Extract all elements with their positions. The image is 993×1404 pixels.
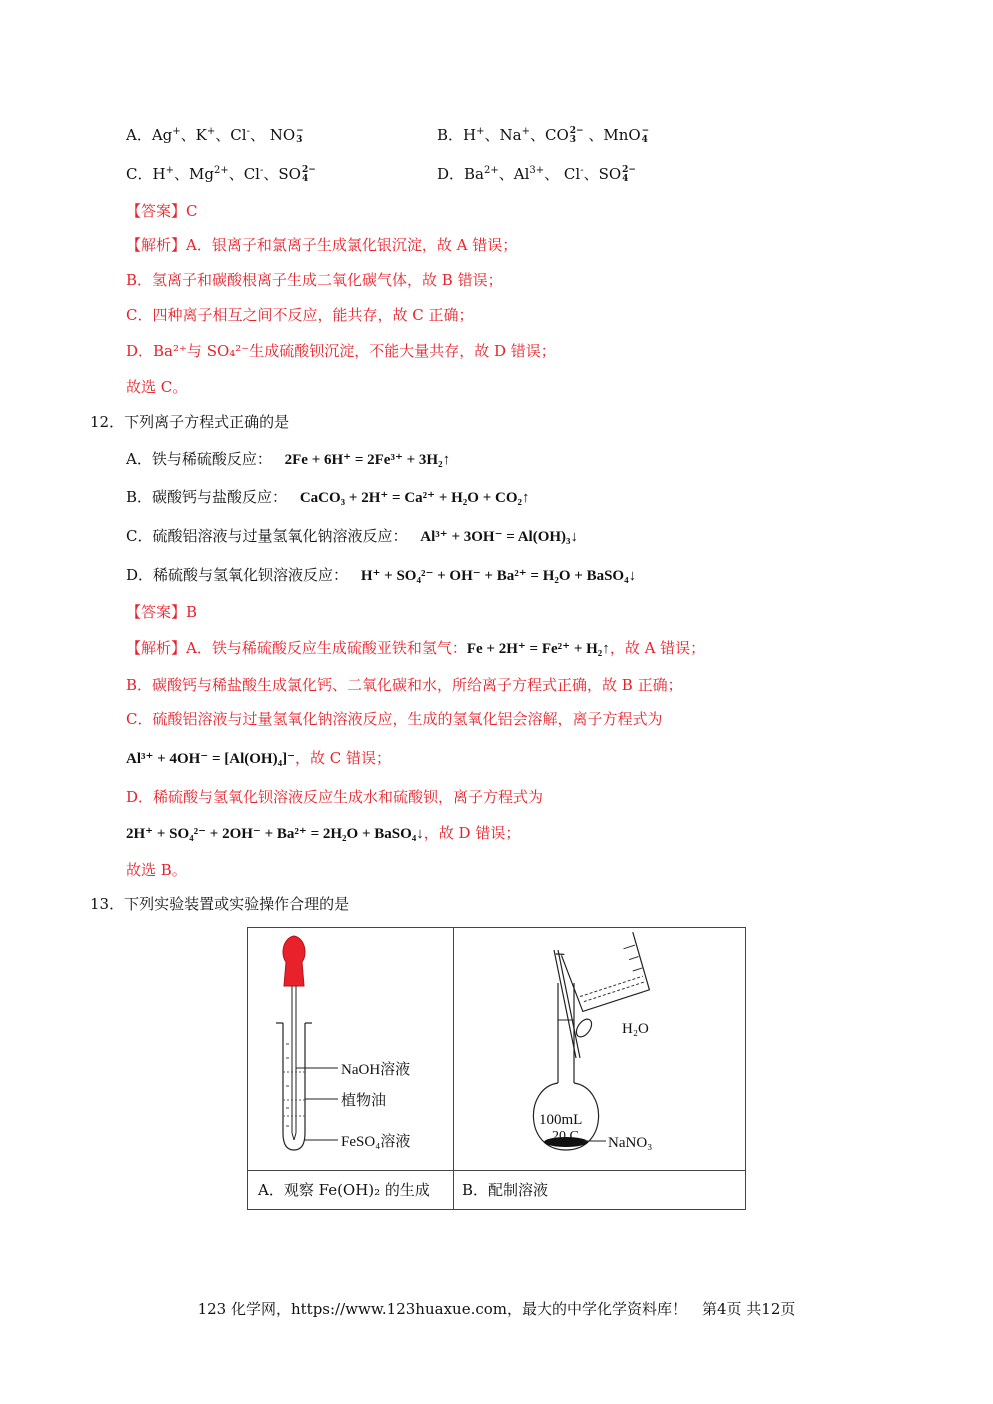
caption-b-cell [454,1171,746,1210]
label-nano3: NaNO₃ [608,1135,653,1151]
caption-a: A．观察 Fe(OH)₂ 的生成 [258,1181,430,1199]
q11-option-a: A．Ag+、K+、Cl-、 NO − 3 [126,126,304,145]
experiment-table [247,927,746,1210]
q11-analysis-b: B．氢离子和碳酸根离子生成二氧化碳气体，故 B 错误； [126,271,503,289]
equation: 2Fe + 6H⁺ = 2Fe³⁺ + 3H₂↑ [284,452,451,468]
q12-option-c: C．硫酸铝溶液与过量氢氧化钠溶液反应： Al³⁺ + 3OH⁻ = Al(OH)₃↓ [126,527,579,545]
q12-analysis-c: C．硫酸铝溶液与过量氢氧化钠溶液反应，生成的氢氧化铝会溶解，离子方程式为 [126,710,663,728]
q12-answer: 【答案】B [126,603,198,621]
equation: CaCO₃ + 2H⁺ = Ca²⁺ + H₂O + CO₂↑ [299,490,530,506]
q11-option-c: C．H+、$Mg^{2+}$、Cl-、SO 2− 4 [126,165,316,184]
q12-stem: 12．下列离子方程式正确的是 [90,413,290,431]
q12-option-b: B．碳酸钙与盐酸反应： CaCO₃ + 2H⁺ = Ca²⁺ + H₂O + CO₂↑ [126,488,530,506]
test-tube-figure [248,928,453,1166]
label-oil: 植物油 [341,1093,387,1109]
label-volume: 100mL [539,1112,583,1128]
q12-analysis-d: D．稀硫酸与氢氧化钡溶液反应生成水和硫酸钡，离子方程式为 [126,788,544,806]
q11-option-d: D．$Ba^{2+}$、$Al^{3+}$、 Cl-、SO 2− 4 [437,165,636,184]
q12-conclusion: 故选 B。 [126,861,187,879]
q11-analysis-c: C．四种离子相互之间不反应，能共存，故 C 正确； [126,306,474,324]
equation: Al³⁺ + 3OH⁻ = Al(OH)₃↓ [420,529,579,545]
q12-option-a: A．铁与稀硫酸反应： 2Fe + 6H⁺ = 2Fe³⁺ + 3H₂↑ [126,450,451,468]
q11-answer: 【答案】C [126,202,198,220]
equation: Fe + 2H⁺ = Fe²⁺ + H₂↑ [466,641,610,657]
label-temp: 20 C [552,1129,579,1144]
figure-a-cell [248,928,454,1171]
q12-analysis-c-eq: Al³⁺ + 4OH⁻ = [Al(OH)₄]⁻，故 C 错误； [126,749,392,767]
q11-analysis-a: 【解析】A．银离子和氯离子生成氯化银沉淀，故 A 错误； [126,236,518,254]
dropper-bulb-icon [283,936,305,986]
caption-b: B．配制溶液 [462,1181,549,1199]
figure-b-cell [454,928,746,1171]
label-naoh: NaOH溶液 [341,1062,411,1078]
equation: 2H⁺ + SO₄²⁻ + 2OH⁻ + Ba²⁺ = 2H₂O + BaSO₄↓ [126,826,424,842]
beaker-icon [556,929,652,1014]
q11-conclusion: 故选 C。 [126,378,188,396]
volumetric-flask-figure [454,928,745,1166]
q12-option-d: D．稀硫酸与氢氧化钡溶液反应： H⁺ + SO₄²⁻ + OH⁻ + Ba²⁺ = H₂O + BaSO₄↓ [126,566,637,584]
page-footer: 123 化学网，https://www.123huaxue.com，最大的中学化学资料库！ 第4页 共12页 [197,1300,796,1318]
q12-analysis-d-eq: 2H⁺ + SO₄²⁻ + 2OH⁻ + Ba²⁺ = 2H₂O + BaSO₄↓，故 D 错误； [126,824,521,842]
q11-option-b: B．H+、Na+、CO 2− 3 、MnO − 4 [437,126,650,145]
q13-stem: 13．下列实验装置或实验操作合理的是 [90,895,350,913]
caption-a-cell [248,1171,454,1210]
label-water: H₂O [622,1021,649,1037]
q12-analysis-a: 【解析】A．铁与稀硫酸反应生成硫酸亚铁和氢气：Fe + 2H⁺ = Fe²⁺ + H₂↑，故 A 错误； [126,639,706,657]
equation: H⁺ + SO₄²⁻ + OH⁻ + Ba²⁺ = H₂O + BaSO₄↓ [360,568,637,584]
q12-analysis-b: B．碳酸钙与稀盐酸生成氯化钙、二氧化碳和水，所给离子方程式正确，故 B 正确； [126,676,683,694]
equation: Al³⁺ + 4OH⁻ = [Al(OH)₄]⁻ [126,751,295,767]
label-feso4: FeSO₄溶液 [341,1134,411,1150]
q11-analysis-d: D．Ba²⁺与 SO₄²⁻生成硫酸钡沉淀，不能大量共存，故 D 错误； [126,342,556,360]
